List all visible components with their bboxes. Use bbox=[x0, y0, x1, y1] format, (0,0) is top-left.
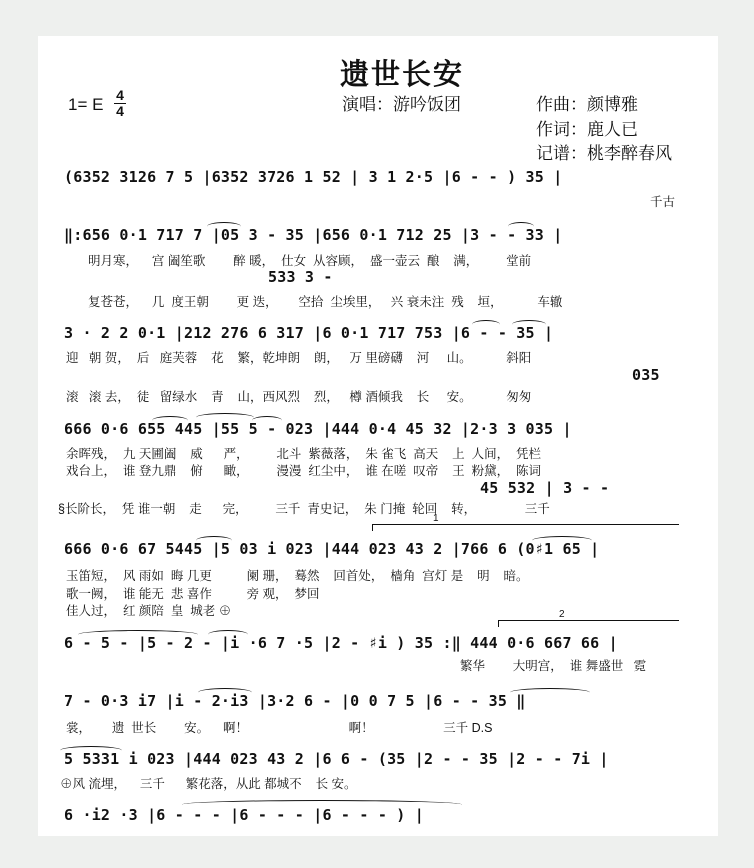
slur bbox=[252, 416, 282, 425]
time-signature bbox=[113, 88, 127, 119]
slur bbox=[508, 222, 534, 231]
notation-row: (6352 3126 7 5 |6352 3726 1 52 | 3 1 2·5 |6 - - ) 35 | bbox=[64, 168, 563, 186]
key-signature: 1= E bbox=[68, 95, 104, 114]
slur bbox=[152, 416, 188, 425]
slur bbox=[196, 536, 232, 545]
slur bbox=[60, 746, 122, 755]
lyric-line: 歌一阙， 谁 能无 悲 喜作 旁 观， 梦回 bbox=[66, 587, 320, 601]
lyric-line: 裳， 遗 世长 安。 啊！ 啊！ 三千 D.S bbox=[66, 721, 493, 735]
lyric-line: 迎 朝 贺， 后 庭芙蓉 花 繁，乾坤朗 朗， 万 里磅礴 河 山。 斜阳 bbox=[66, 351, 532, 365]
slur bbox=[208, 630, 248, 639]
lyric-line: 余晖残， 九 天圃阖 威 严， 北斗 紫薇落， 朱 雀飞 高天 上 人间， 凭栏 bbox=[66, 447, 542, 461]
notation-row: 666 0·6 655 445 |55 5 - 023 |444 0·4 45 32 |2·3 3 035 | bbox=[64, 420, 572, 438]
second-ending-bracket bbox=[498, 609, 679, 627]
slur bbox=[207, 222, 241, 231]
volta-number: 1 bbox=[433, 513, 439, 524]
notation-row: 6 - 5 - |5 - 2 - |i ·6 7 ·5 |2 - ♯i ) 35 :‖ 444 0·6 667 66 | bbox=[64, 634, 618, 652]
lyric-line: 佳人过， 红 颜陪 皇 城老 ⊕ bbox=[66, 604, 232, 618]
notation-row: ‖:656 0·1 717 7 |05 3 - 35 |656 0·1 712 25 |3 - - 33 | bbox=[64, 226, 563, 244]
time-denominator: 4 bbox=[116, 103, 124, 119]
slur bbox=[196, 413, 254, 422]
lyric-line: 复苍苍， 几 度王朝 更 迭， 空拾 尘埃里， 兴 衰未注 残 垣， 车辙 bbox=[88, 295, 563, 309]
lyric-line: 戏台上， 谁 登九鼎 俯 瞰， 漫漫 红尘中， 谁 在嗟 叹帝 王 粉黛， 陈词 bbox=[66, 464, 542, 478]
ossia-notes: 45 532 | 3 - - bbox=[480, 479, 610, 497]
notation-row: 666 0·6 67 5445 |5 03 i 023 |444 023 43 2 |766 6 (0♯1 65 | bbox=[64, 540, 600, 558]
slur bbox=[198, 688, 252, 697]
slur bbox=[512, 320, 546, 329]
composer-credit: 作曲：颜博雅 bbox=[536, 95, 638, 114]
lyricist-credit: 作词：鹿人已 bbox=[536, 120, 638, 139]
lyric-line: 滚 滚 去， 徒 留绿水 青 山，西风烈 烈， 樽 酒倾我 长 安。 匆匆 bbox=[66, 390, 532, 404]
ossia-notes: 035 bbox=[632, 366, 660, 384]
tie bbox=[182, 800, 462, 809]
lyric-line: 千古 bbox=[650, 195, 676, 209]
song-title: 遗世长安 bbox=[340, 57, 465, 91]
lyric-line: §长阶长， 凭 谁一朝 走 完， 三千 青史记， 朱 门掩 轮回 转， 三千 bbox=[58, 502, 550, 516]
lyric-line: 繁华 大明宫， 谁 舞盛世 霓 bbox=[460, 659, 647, 673]
slur bbox=[78, 630, 198, 639]
transcriber-credit: 记谱：桃李醉春风 bbox=[536, 144, 672, 163]
slur bbox=[510, 688, 590, 697]
lyric-line: 玉笛短， 风 雨如 晦 几更 阑 珊， 蓦然 回首处， 樯角 宫灯 是 明 暗。 bbox=[66, 569, 529, 583]
lyric-line: 明月寒， 宫 阖笙歌 醉 暖， 仕女 从容顾， 盛一壶云 酿 满， 堂前 bbox=[88, 254, 532, 268]
notation-row: 7 - 0·3 i7 |i - 2·i3 |3·2 6 - |0 0 7 5 |6 - - 35 ‖ bbox=[64, 692, 526, 710]
lyric-line: ⊕风 流埋， 三千 繁花落，从此 都城不 长 安。 bbox=[60, 777, 357, 791]
slur bbox=[472, 320, 500, 329]
volta-number: 2 bbox=[559, 609, 565, 620]
notation-row: 5 5331 i 023 |444 023 43 2 |6 6 - (35 |2 - - 35 |2 - - 7i | bbox=[64, 750, 609, 768]
notation-row: 3 · 2 2 0·1 |212 276 6 317 |6 0·1 717 753 |6 - - 35 | bbox=[64, 324, 554, 342]
slur bbox=[532, 536, 592, 545]
first-ending-bracket bbox=[372, 513, 679, 531]
time-numerator: 4 bbox=[116, 87, 124, 103]
notation-row: 6 ·i2 ·3 |6 - - - |6 - - - |6 - - - ) | bbox=[64, 806, 424, 824]
ossia-notes: 533 3 - bbox=[268, 268, 333, 286]
singer-credit: 演唱：游吟饭团 bbox=[342, 95, 461, 114]
